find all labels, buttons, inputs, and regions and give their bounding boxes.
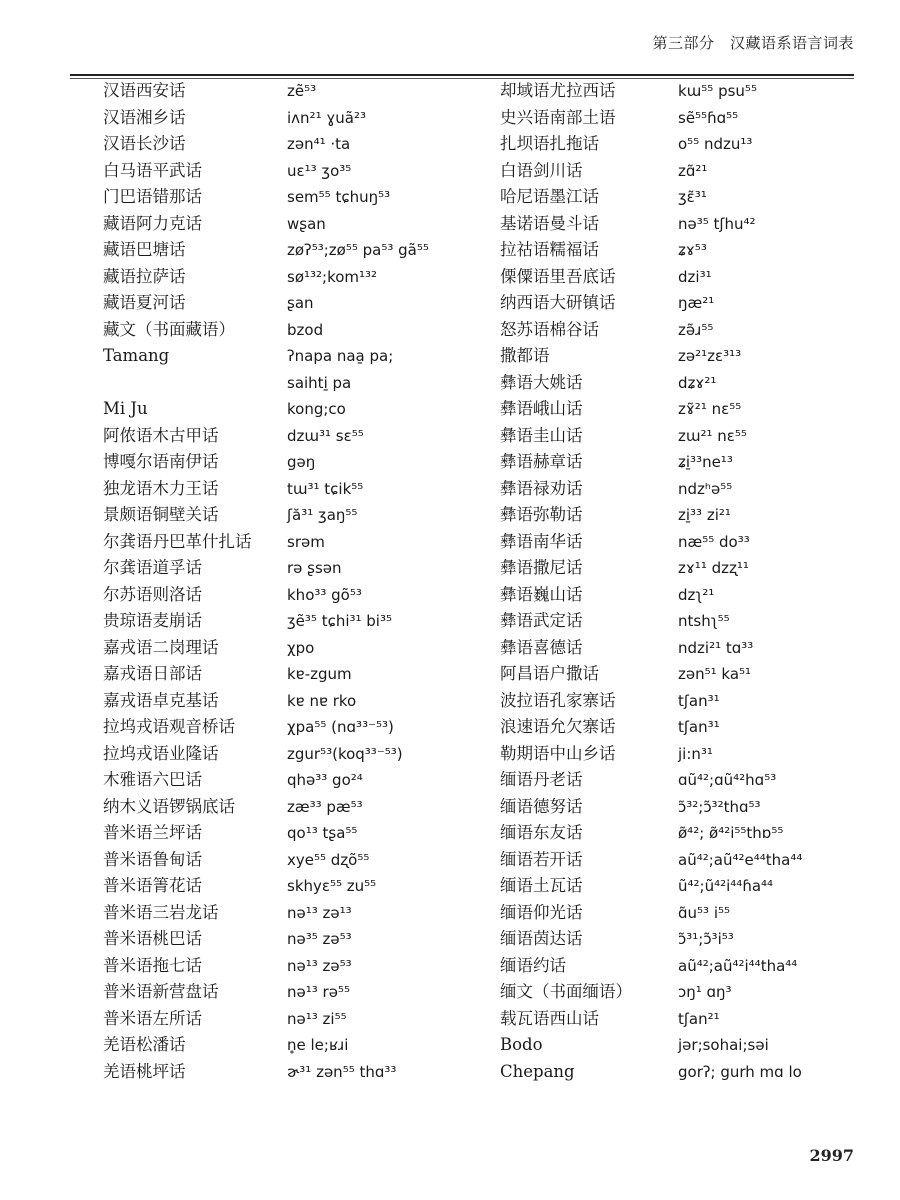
language-name: 藏语巴塘话 xyxy=(103,240,186,259)
table-row xyxy=(103,211,493,238)
table-row xyxy=(500,900,890,927)
word-form: qhə³³ go²⁴ xyxy=(287,771,363,789)
table-row xyxy=(500,741,890,768)
word-form: sø¹³²;kom¹³² xyxy=(287,267,378,286)
word-form: ʂan xyxy=(287,294,314,312)
language-name: 彝语喜德话 xyxy=(500,637,583,657)
table-row xyxy=(500,688,890,715)
language-name: 彝语撒尼话 xyxy=(500,558,583,577)
language-name: 彝语南华话 xyxy=(500,531,583,551)
word-form: nə¹³ zi⁵⁵ xyxy=(287,1009,347,1028)
word-form: sẽ⁵⁵ɦɑ⁵⁵ xyxy=(678,108,739,127)
word-form: iʌn²¹ ɣuã²³ xyxy=(287,108,367,127)
table-row xyxy=(500,608,890,635)
word-form: kho³³ gõ⁵³ xyxy=(287,585,362,604)
word-form: ndzʰə⁵⁵ xyxy=(678,479,733,498)
right-column xyxy=(500,78,890,1085)
table-row xyxy=(500,873,890,900)
table-row xyxy=(103,635,493,662)
word-form: gorʔ; gurh mɑ lo xyxy=(678,1062,802,1081)
table-row xyxy=(103,953,493,980)
table-row xyxy=(500,661,890,688)
word-form: dzʅ²¹ xyxy=(678,585,715,604)
word-form: nə¹³ zə¹³ xyxy=(287,903,352,922)
word-form: aũ⁴²;aũ⁴²e⁴⁴tha⁴⁴ xyxy=(678,850,803,869)
word-form: kɐ-zgum xyxy=(287,665,352,683)
table-row xyxy=(500,714,890,741)
word-form: zɑ̃²¹ xyxy=(678,161,708,180)
table-row xyxy=(103,78,493,105)
word-form: zæ³³ pæ⁵³ xyxy=(287,797,363,816)
table-row xyxy=(500,211,890,238)
word-form: χpa⁵⁵ (nɑ³³⁻⁵³) xyxy=(287,718,394,736)
table-row xyxy=(500,105,890,132)
word-form: tɯ³¹ tɕik⁵⁵ xyxy=(287,479,364,498)
language-name: Bodo xyxy=(500,1035,543,1054)
table-row xyxy=(500,1006,890,1033)
table-row xyxy=(103,926,493,953)
table-row xyxy=(500,423,890,450)
language-name: 彝语大姚话 xyxy=(500,372,583,392)
word-form: o⁵⁵ ndzu¹³ xyxy=(678,135,753,153)
running-header xyxy=(0,22,900,62)
word-form: jər;sohai;səi xyxy=(678,1036,769,1054)
language-name: 木雅语六巴话 xyxy=(103,770,202,789)
word-form: xye⁵⁵ dʐõ⁵⁵ xyxy=(287,850,370,869)
table-row xyxy=(103,608,493,635)
language-name: 彝语禄劝话 xyxy=(500,478,583,498)
word-form: kong;co xyxy=(287,400,346,418)
language-name: 史兴语南部土语 xyxy=(500,107,616,127)
word-form: zgur⁵³(koq³³⁻⁵³) xyxy=(287,744,403,763)
word-form: kɐ nɐ rko xyxy=(287,691,357,710)
word-form: ɑũ⁴²;ɑũ⁴²hɑ⁵³ xyxy=(678,771,777,789)
table-row xyxy=(103,290,493,317)
language-name: 普米语左所话 xyxy=(103,1008,202,1028)
word-form: ntshʅ⁵⁵ xyxy=(678,612,730,630)
table-row xyxy=(500,529,890,556)
header-rule xyxy=(70,74,854,76)
table-row xyxy=(500,476,890,503)
language-name: 拉祜语糯福话 xyxy=(500,240,599,259)
word-form: ɔŋ¹ ɑŋ³ xyxy=(678,983,732,1001)
language-name: 普米语桃巴话 xyxy=(103,929,202,948)
word-form: skhyɛ⁵⁵ zu⁵⁵ xyxy=(287,877,377,895)
table-row xyxy=(103,582,493,609)
language-name: 缅文（书面缅语） xyxy=(500,982,632,1001)
table-row xyxy=(103,1032,493,1059)
word-form: næ⁵⁵ do³³ xyxy=(678,532,750,551)
header-title: 第三部分 汉藏语系语言词表 xyxy=(652,34,854,52)
table-row xyxy=(103,131,493,158)
word-form: zẽ⁵³ xyxy=(287,82,317,100)
language-name: 怒苏语棉谷话 xyxy=(500,319,599,339)
word-form: wʂan xyxy=(287,214,326,233)
language-name: 阿昌语户撒话 xyxy=(500,664,599,683)
language-name: 尔龚语道孚话 xyxy=(103,558,202,577)
table-row xyxy=(500,635,890,662)
language-name: 贵琼语麦崩话 xyxy=(103,611,202,630)
language-name: 撒都语 xyxy=(500,346,550,365)
language-name: Mi Ju xyxy=(103,399,148,418)
word-form: nə¹³ rə⁵⁵ xyxy=(287,983,350,1001)
word-form: nə³⁵ tʃhu⁴² xyxy=(678,214,756,233)
language-name: 博嘎尔语南伊话 xyxy=(103,452,219,471)
language-name: 纳西语大研镇话 xyxy=(500,293,616,312)
language-name: 基诺语曼斗话 xyxy=(500,213,599,233)
language-name: 羌语桃坪话 xyxy=(103,1061,186,1081)
word-form: aũ⁴²;aũ⁴²i⁴⁴tha⁴⁴ xyxy=(678,956,798,975)
table-row xyxy=(500,953,890,980)
table-row xyxy=(500,555,890,582)
language-name: Tamang xyxy=(103,346,170,365)
table-row xyxy=(500,264,890,291)
table-row xyxy=(103,767,493,794)
language-name: 扎坝语扎拖话 xyxy=(500,134,599,153)
language-name: 羌语松潘话 xyxy=(103,1035,186,1054)
language-name: 彝语巍山话 xyxy=(500,584,583,604)
table-row xyxy=(500,582,890,609)
language-name: 嘉戎语二岗理话 xyxy=(103,637,219,657)
left-column xyxy=(103,78,493,1085)
table-row xyxy=(103,502,493,529)
language-name: 哈尼语墨江话 xyxy=(500,187,599,206)
language-name: 缅语仰光话 xyxy=(500,902,583,922)
language-name: 缅语若开话 xyxy=(500,849,583,869)
table-row xyxy=(103,105,493,132)
language-name: 傈僳语里吾底话 xyxy=(500,266,616,286)
word-form: nə³⁵ zə⁵³ xyxy=(287,930,352,948)
language-name: 藏语拉萨话 xyxy=(103,266,186,286)
table-row xyxy=(103,529,493,556)
language-name: 载瓦语西山话 xyxy=(500,1008,599,1028)
table-row xyxy=(500,370,890,397)
table-row xyxy=(103,847,493,874)
word-form: nə¹³ zə⁵³ xyxy=(287,956,352,975)
table-row xyxy=(103,661,493,688)
word-form: zɯ²¹ nɛ⁵⁵ xyxy=(678,426,747,445)
page-number: 2997 xyxy=(809,1146,854,1165)
language-name: 汉语湘乡话 xyxy=(103,107,186,127)
word-form: zə²¹zɛ³¹³ xyxy=(678,347,742,365)
word-form: saihti̱ pa xyxy=(287,373,352,392)
language-name: 普米语兰坪话 xyxy=(103,823,202,842)
word-form: dzi³¹ xyxy=(678,267,712,286)
word-form: ø̃⁴²; ø̃⁴²i⁵⁵thɒ⁵⁵ xyxy=(678,824,784,842)
table-row xyxy=(500,847,890,874)
language-name: 藏语阿力克话 xyxy=(103,213,202,233)
table-row xyxy=(103,979,493,1006)
table-row xyxy=(500,1059,890,1086)
language-name: 汉语西安话 xyxy=(103,81,186,100)
word-form: n̥e le;ʁɹi xyxy=(287,1036,349,1054)
language-name: 藏文（书面藏语） xyxy=(103,319,235,339)
word-form: dʑɤ²¹ xyxy=(678,373,717,392)
word-form: ʃă³¹ ʒaŋ⁵⁵ xyxy=(287,506,358,524)
table-row xyxy=(500,396,890,423)
word-form: uɛ¹³ ʒo³⁵ xyxy=(287,161,352,180)
word-form: ji:n³¹ xyxy=(678,744,713,763)
word-form: ʒẽ³⁵ tɕhi³¹ bi³⁵ xyxy=(287,612,392,630)
word-form: gəŋ xyxy=(287,453,316,471)
language-name: 彝语圭山话 xyxy=(500,425,583,445)
word-form: ʔnapa naa̱ pa; xyxy=(287,347,394,365)
language-name: 拉坞戎语业隆话 xyxy=(103,743,219,763)
table-row xyxy=(500,794,890,821)
table-row xyxy=(500,184,890,211)
word-form: ŋæ²¹ xyxy=(678,294,715,312)
table-row xyxy=(500,449,890,476)
language-name: 缅语丹老话 xyxy=(500,770,583,789)
table-row xyxy=(103,794,493,821)
language-name: 缅语德努话 xyxy=(500,796,583,816)
language-name: 尔苏语则洛话 xyxy=(103,584,202,604)
word-form: sem⁵⁵ tɕhuŋ⁵³ xyxy=(287,188,391,206)
word-form: ũ⁴²;ũ⁴²i⁴⁴ɦa⁴⁴ xyxy=(678,877,774,895)
language-name: 藏语夏河话 xyxy=(103,293,186,312)
table-row xyxy=(103,264,493,291)
table-row xyxy=(103,555,493,582)
word-form: rə ʂsən xyxy=(287,559,342,577)
word-form: srəm xyxy=(287,532,325,551)
table-row xyxy=(103,714,493,741)
table-row xyxy=(103,158,493,185)
word-form: zɤ̃²¹ nɛ⁵⁵ xyxy=(678,400,742,418)
word-form: ɔ̃³¹;ɔ̃³i⁵³ xyxy=(678,930,734,948)
table-row xyxy=(103,237,493,264)
language-name: 白马语平武话 xyxy=(103,160,202,180)
table-row xyxy=(103,688,493,715)
table-row xyxy=(103,1006,493,1033)
table-row xyxy=(103,476,493,503)
table-row xyxy=(500,158,890,185)
word-form: tʃan²¹ xyxy=(678,1009,720,1028)
word-form: ʑi̱³³ne¹³ xyxy=(678,453,733,471)
table-row xyxy=(103,741,493,768)
language-name: 独龙语木力王话 xyxy=(103,478,219,498)
language-name: 阿侬语木古甲话 xyxy=(103,425,219,445)
table-row xyxy=(103,1059,493,1086)
word-form: zən⁴¹ ·ta xyxy=(287,135,351,153)
language-name: 普米语拖七话 xyxy=(103,955,202,975)
word-form: ɔ̃³²;ɔ̃³²thɑ⁵³ xyxy=(678,797,761,816)
table-row xyxy=(500,343,890,370)
language-name: 嘉戎语卓克基话 xyxy=(103,690,219,710)
table-row xyxy=(500,78,890,105)
table-row xyxy=(103,820,493,847)
table-row xyxy=(500,237,890,264)
language-name: 浪速语允欠寨话 xyxy=(500,717,616,736)
language-name: 缅语茵达话 xyxy=(500,929,583,948)
word-form: bzod xyxy=(287,320,324,339)
table-row xyxy=(103,370,493,397)
table-row xyxy=(500,820,890,847)
table-row xyxy=(103,900,493,927)
table-row xyxy=(500,317,890,344)
language-name: 彝语武定话 xyxy=(500,611,583,630)
language-name: 普米语三岩龙话 xyxy=(103,902,219,922)
language-name: 普米语新营盘话 xyxy=(103,982,219,1001)
word-form: zi̱³³ zi²¹ xyxy=(678,506,731,524)
language-name: 彝语赫章话 xyxy=(500,452,583,471)
word-form: zøʔ⁵³;zø⁵⁵ pa⁵³ gã⁵⁵ xyxy=(287,241,429,259)
language-name: 嘉戎语日部话 xyxy=(103,664,202,683)
word-form: qo¹³ tʂa⁵⁵ xyxy=(287,824,358,842)
language-name: 景颇语铜壁关话 xyxy=(103,505,219,524)
table-row xyxy=(500,290,890,317)
language-name: 纳木义语锣锅底话 xyxy=(103,796,235,816)
word-form: zə̃ɹ⁵⁵ xyxy=(678,320,714,339)
language-name: 普米语鲁甸话 xyxy=(103,849,202,869)
word-form: tʃan³¹ xyxy=(678,718,720,736)
word-form: χpo xyxy=(287,638,315,657)
word-form: ɚ³¹ zən⁵⁵ thɑ³³ xyxy=(287,1062,397,1081)
language-name: 彝语弥勒话 xyxy=(500,505,583,524)
language-name: 拉坞戎语观音桥话 xyxy=(103,717,235,736)
language-name: 波拉语孔家寨话 xyxy=(500,690,616,710)
word-form: zən⁵¹ ka⁵¹ xyxy=(678,665,752,683)
table-row xyxy=(103,423,493,450)
language-name: 白语剑川话 xyxy=(500,160,583,180)
language-name: Chepang xyxy=(500,1061,575,1081)
word-form: kɯ⁵⁵ psu⁵⁵ xyxy=(678,82,757,100)
language-name: 门巴语错那话 xyxy=(103,187,202,206)
table-row xyxy=(500,1032,890,1059)
language-name: 缅语东友话 xyxy=(500,823,583,842)
table-row xyxy=(103,317,493,344)
language-name: 勒期语中山乡话 xyxy=(500,743,616,763)
language-name: 尔龚语丹巴革什扎话 xyxy=(103,531,252,551)
word-form: ɑ̃u⁵³ i⁵⁵ xyxy=(678,903,731,922)
word-form: ʒɛ̃³¹ xyxy=(678,188,707,206)
language-name: 彝语峨山话 xyxy=(500,399,583,418)
table-row xyxy=(103,184,493,211)
table-row xyxy=(500,131,890,158)
word-form: zɤ¹¹ dzʐ¹¹ xyxy=(678,559,749,577)
table-row xyxy=(103,449,493,476)
table-row xyxy=(500,926,890,953)
table-row xyxy=(500,502,890,529)
language-name: 却域语尤拉西话 xyxy=(500,81,616,100)
table-row xyxy=(103,343,493,370)
language-name: 缅语土瓦话 xyxy=(500,876,583,895)
word-form: tʃan³¹ xyxy=(678,691,720,710)
word-form: dzɯ³¹ sɛ⁵⁵ xyxy=(287,426,364,445)
table-row xyxy=(500,767,890,794)
language-name: 汉语长沙话 xyxy=(103,134,186,153)
language-name: 缅语约话 xyxy=(500,955,566,975)
word-form: ndzi²¹ tɑ³³ xyxy=(678,638,754,657)
table-row xyxy=(500,979,890,1006)
language-name: 普米语箐花话 xyxy=(103,876,202,895)
table-row xyxy=(103,873,493,900)
word-form: ʑɤ⁵³ xyxy=(678,241,707,259)
table-row xyxy=(103,396,493,423)
